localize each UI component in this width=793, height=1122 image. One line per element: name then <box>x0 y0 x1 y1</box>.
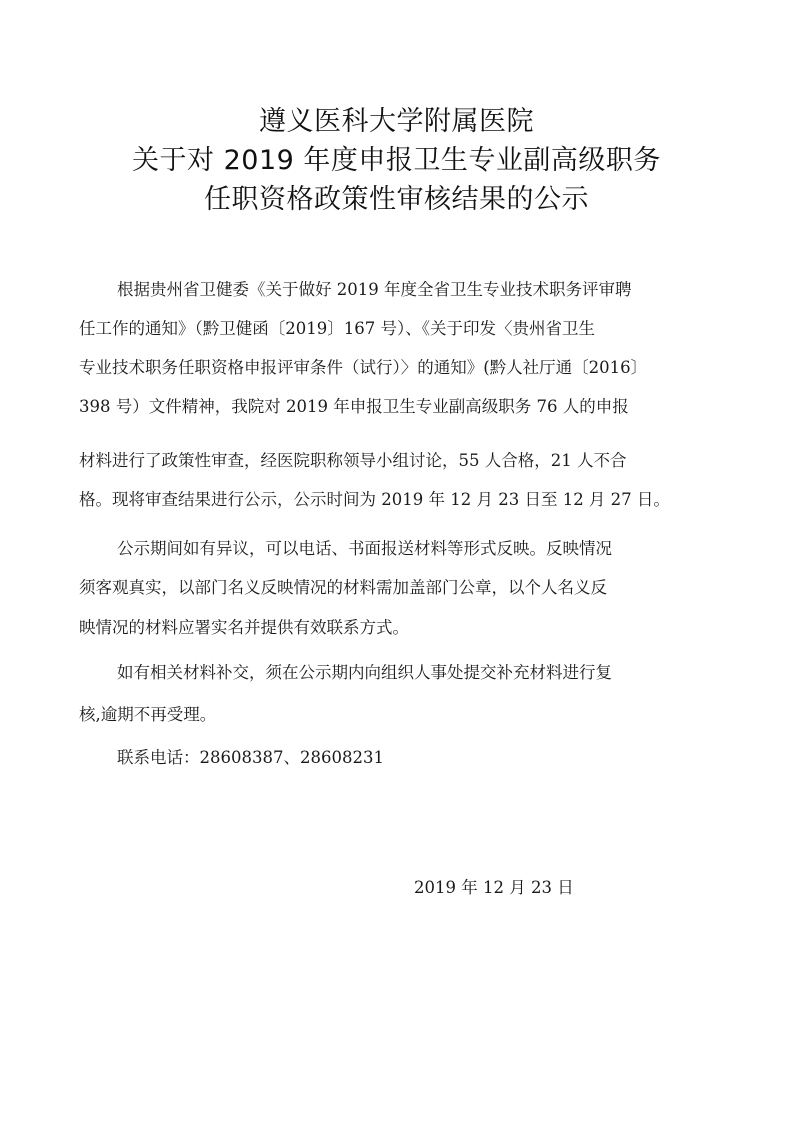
page-title-subject-cont: 任职资格政策性审核结果的公示 <box>204 184 589 215</box>
paragraph-1-line: 材料进行了政策性审查，经医院职称领导小组讨论，55 人合格，21 人不合 <box>79 451 627 470</box>
paragraph-2-line: 须客观真实，以部门名义反映情况的材料需加盖部门公章，以个人名义反 <box>79 578 607 597</box>
page-title-hospital: 遵义医科大学附属医院 <box>259 106 534 137</box>
paragraph-2-line: 映情况的材料应署实名并提供有效联系方式。 <box>79 618 409 637</box>
paragraph-3-line: 如有相关材料补交，须在公示期内向组织人事处提交补充材料进行复 <box>117 663 612 682</box>
paragraph-1-line: 专业技术职务任职资格申报评审条件（试行）〉的通知》(黔人社厅通〔2016〕 <box>79 358 648 377</box>
paragraph-1-line: 格。现将审查结果进行公示，公示时间为 2019 年 12 月 23 日至 12 月 27 日。 <box>79 490 670 509</box>
signature-date: 2019 年 12 月 23 日 <box>414 878 574 897</box>
paragraph-1-line: 任工作的通知》（黔卫健函〔2019〕167 号）、《关于印发〈贵州省卫生 <box>79 319 595 338</box>
page-title-subject: 关于对 2019 年度申报卫生专业副高级职务 <box>132 145 661 176</box>
contact-phone: 联系电话：28608387、28608231 <box>117 748 384 767</box>
paragraph-3-line: 核,逾期不再受理。 <box>79 705 217 724</box>
paragraph-1-line: 根据贵州省卫健委《关于做好 2019 年度全省卫生专业技术职务评审聘 <box>117 280 632 299</box>
paragraph-2-line: 公示期间如有异议，可以电话、书面报送材料等形式反映。反映情况 <box>117 539 612 558</box>
paragraph-1-line: 398 号）文件精神，我院对 2019 年申报卫生专业副高级职务 76 人的申报 <box>79 397 629 416</box>
